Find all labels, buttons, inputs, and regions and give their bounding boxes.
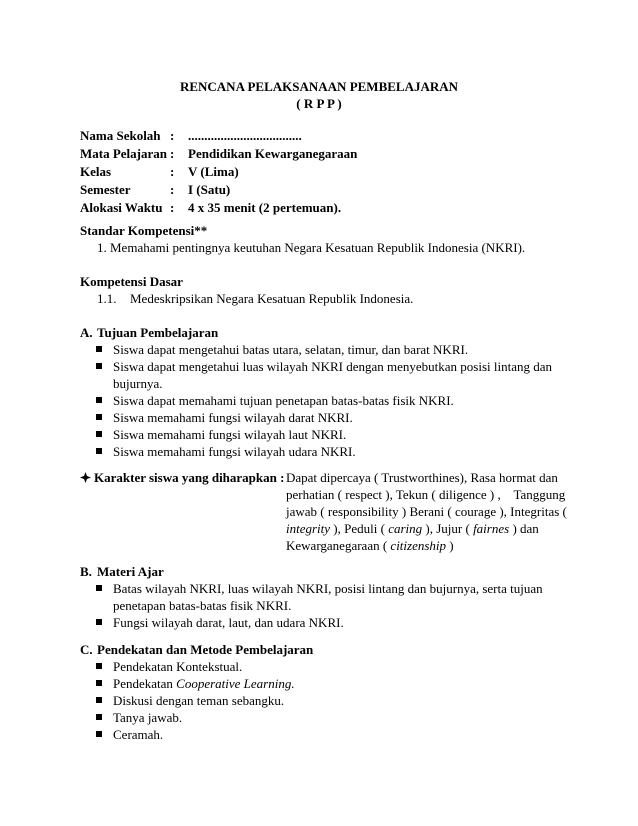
- list-item-text: Pendekatan Kontekstual.: [113, 659, 243, 674]
- info-value: I (Satu): [188, 181, 231, 197]
- kompetensi-dasar-heading: Kompetensi Dasar: [80, 274, 183, 289]
- bullet-square-icon: [96, 431, 102, 437]
- list-item-text: Siswa dapat mengetahui batas utara, selatan, timur, dan barat NKRI.: [113, 342, 469, 357]
- info-separator: :: [170, 145, 175, 161]
- list-item: [80, 658, 580, 675]
- karakter-row: [80, 469, 570, 554]
- list-item-text: Diskusi dengan teman sebangku.: [113, 693, 285, 708]
- bullet-square-icon: [96, 363, 102, 369]
- karakter-text: ) dan: [509, 521, 539, 536]
- info-key: Kelas: [80, 163, 112, 179]
- karakter-section: [80, 469, 570, 554]
- bullet-square-icon: [96, 414, 102, 420]
- karakter-text: ), Jujur (: [422, 521, 474, 536]
- section-c: [80, 641, 580, 743]
- italic-term: citizenship: [390, 538, 447, 553]
- info-row: [80, 180, 357, 198]
- list-item-text: Siswa dapat memahami tujuan penetapan batas-batas fisik NKRI.: [113, 393, 454, 408]
- karakter-line: [286, 520, 570, 537]
- info-row: [80, 144, 357, 162]
- bullet-square-icon: [96, 619, 102, 625]
- list-item: [80, 358, 580, 392]
- info-value: V (Lima): [188, 163, 239, 179]
- list-item-text: Siswa memahami fungsi wilayah darat NKRI.: [113, 410, 353, 425]
- section-b: [80, 563, 580, 631]
- karakter-text: Kewarganegaraan (: [286, 538, 391, 553]
- karakter-label-wrap: [80, 469, 286, 554]
- bullet-square-icon: [96, 448, 102, 454]
- bullet-square-icon: [96, 663, 102, 669]
- info-separator: :: [170, 127, 175, 143]
- info-key: Mata Pelajaran: [80, 145, 168, 161]
- italic-term: caring: [388, 521, 423, 536]
- info-key: Nama Sekolah: [80, 127, 161, 143]
- list-item-text: Siswa memahami fungsi wilayah laut NKRI.: [113, 427, 347, 442]
- info-key: Alokasi Waktu: [80, 199, 163, 215]
- section-title: Pendekatan dan Metode Pembelajaran: [97, 642, 314, 657]
- list-item: [80, 675, 580, 692]
- bullet-square-icon: [96, 714, 102, 720]
- section-letter: B.: [80, 564, 92, 579]
- karakter-text: ), Peduli (: [330, 521, 389, 536]
- karakter-label: Karakter siswa yang diharapkan :: [94, 470, 285, 485]
- bullet-square-icon: [96, 397, 102, 403]
- list-item-text: Batas wilayah NKRI, luas wilayah NKRI, posisi lintang dan bujurnya, serta tujuan penetapan batas-batas fisik NKRI.: [113, 581, 543, 613]
- kompetensi-dasar-number: 1.1.: [97, 291, 117, 306]
- section-letter: C.: [80, 642, 93, 657]
- kompetensi-dasar-item: [80, 290, 580, 307]
- italic-term: integrity: [286, 521, 331, 536]
- list-item-text: Siswa memahami fungsi wilayah udara NKRI.: [113, 444, 356, 459]
- diamond-bullet-icon: [80, 469, 94, 554]
- list-item: [80, 341, 580, 358]
- karakter-line: jawab ( responsibility ) Berani ( courage ), Integritas (: [286, 504, 567, 519]
- bullet-square-icon: [96, 680, 102, 686]
- standar-kompetensi-item: 1. Memahami pentingnya keutuhan Negara Kesatuan Republik Indonesia (NKRI).: [97, 240, 526, 255]
- karakter-line: perhatian ( respect ), Tekun ( diligence ) , Tanggung: [286, 487, 566, 502]
- standar-kompetensi-heading: Standar Kompetensi**: [80, 223, 208, 238]
- karakter-line: [286, 537, 570, 554]
- identity-table: [80, 126, 357, 216]
- info-row: [80, 162, 357, 180]
- document-title: RENCANA PELAKSANAAN PEMBELAJARAN: [179, 79, 459, 94]
- bullet-square-icon: [96, 585, 102, 591]
- list-item: [80, 392, 580, 409]
- list-item: [80, 409, 580, 426]
- standar-kompetensi-section: [80, 222, 580, 256]
- tujuan-list: [80, 341, 580, 460]
- info-row: [80, 198, 357, 216]
- materi-list: [80, 580, 580, 631]
- document-subtitle: ( R P P ): [296, 96, 342, 111]
- list-item: [80, 726, 580, 743]
- kompetensi-dasar-text: Medeskripsikan Negara Kesatuan Republik Indonesia.: [130, 291, 414, 306]
- info-value: Pendidikan Kewarganegaraan: [188, 145, 358, 161]
- metode-list: [80, 658, 580, 743]
- bullet-square-icon: [96, 346, 102, 352]
- list-item-text: Ceramah.: [113, 727, 164, 742]
- section-title: Materi Ajar: [97, 564, 164, 579]
- info-separator: :: [170, 181, 175, 197]
- section-letter: A.: [80, 325, 93, 340]
- bullet-square-icon: [96, 697, 102, 703]
- list-item: [80, 426, 580, 443]
- section-title: Tujuan Pembelajaran: [97, 325, 219, 340]
- section-a: [80, 324, 580, 460]
- section-c-heading: [80, 641, 580, 658]
- list-item: [80, 614, 580, 631]
- list-item: [80, 443, 580, 460]
- info-separator: :: [170, 199, 175, 215]
- list-item: [80, 692, 580, 709]
- karakter-text: ): [446, 538, 454, 553]
- info-value: 4 x 35 menit (2 pertemuan).: [188, 199, 342, 215]
- kompetensi-dasar-section: [80, 273, 580, 307]
- info-key: Semester: [80, 181, 131, 197]
- italic-term: fairnes: [473, 521, 510, 536]
- karakter-line: Dapat dipercaya ( Trustworthines), Rasa hormat dan: [286, 470, 558, 485]
- info-row: [80, 126, 357, 144]
- section-b-heading: [80, 563, 580, 580]
- list-item: [80, 580, 580, 614]
- list-item: [80, 709, 580, 726]
- info-value: ...................................: [188, 127, 302, 143]
- section-a-heading: [80, 324, 580, 341]
- list-item-text: Siswa dapat mengetahui luas wilayah NKRI dengan menyebutkan posisi lintang dan bujurnya.: [113, 359, 553, 391]
- italic-term: Cooperative Learning.: [176, 676, 295, 691]
- four-diamond-icon: [80, 472, 91, 483]
- bullet-square-icon: [96, 731, 102, 737]
- list-item-text: Tanya jawab.: [113, 710, 183, 725]
- list-item-text: Pendekatan: [113, 676, 177, 691]
- list-item-text: Fungsi wilayah darat, laut, dan udara NKRI.: [113, 615, 344, 630]
- info-separator: :: [170, 163, 175, 179]
- karakter-values: [286, 469, 570, 554]
